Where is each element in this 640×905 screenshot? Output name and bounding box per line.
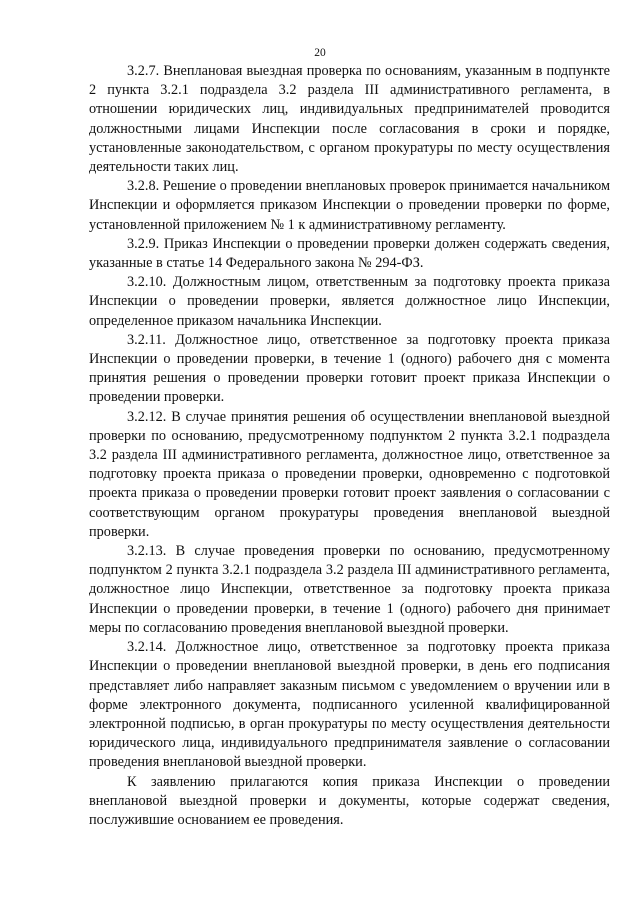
paragraph-3-2-13: 3.2.13. В случае проведения проверки по основанию, предусмотренному подпунктом 2 пункта 3.2.1 подраздела 3.2 раздела III административного регламента, должностное лицо Инспекции, ответственное за подготовку проекта приказа Инспекции о проведении проверки, в течение 1 (одного) рабочего дня принимает меры по согласованию проведения внеплановой выездной проверки.	[89, 543, 610, 636]
paragraph-3-2-8: 3.2.8. Решение о проведении внеплановых проверок принимается начальником Инспекции и оформляется приказом Инспекции о проведении проверки по форме, установленной приложением № 1 к административному регламенту.	[89, 178, 610, 233]
document-body	[89, 62, 610, 830]
paragraph-3-2-12: 3.2.12. В случае принятия решения об осуществлении внеплановой выездной проверки по основанию, предусмотренному подпунктом 2 пункта 3.2.1 подраздела 3.2 раздела III административного регламента, должностное лицо, ответственное за подготовку проекта приказа о проведении проверки, одновременно с подготовкой проекта приказа о проведении проверки готовит проект заявления о согласовании с соответствующим органом прокуратуры проведения внеплановой выездной проверки.	[89, 408, 610, 540]
paragraph-3-2-9: 3.2.9. Приказ Инспекции о проведении проверки должен содержать сведения, указанные в статье 14 Федерального закона № 294-ФЗ.	[89, 235, 610, 272]
page-number: 20	[314, 47, 326, 59]
paragraph-attachments: К заявлению прилагаются копия приказа Инспекции о проведении внеплановой выездной проверки и документы, которые содержат сведения, послужившие основанием ее проведения.	[89, 773, 610, 828]
paragraph-3-2-14: 3.2.14. Должностное лицо, ответственное за подготовку проекта приказа Инспекции о проведении внеплановой выездной проверки, в день его подписания представляет либо направляет заказным письмом с уведомлением о вручении или в форме электронного документа, подписанного усиленной квалифицированной электронной подписью, в орган прокуратуры по месту осуществления деятельности юридического лица, индивидуального предпринимателя заявление о согласовании проведения внеплановой выездной проверки.	[89, 639, 610, 771]
paragraph-3-2-10: 3.2.10. Должностным лицом, ответственным за подготовку проекта приказа Инспекции о проведении проверки, является должностное лицо Инспекции, определенное приказом начальника Инспекции.	[89, 274, 610, 329]
paragraph-3-2-11: 3.2.11. Должностное лицо, ответственное за подготовку проекта приказа Инспекции о проведении проверки, в течение 1 (одного) рабочего дня с момента принятия решения о проведении проверки готовит проект приказа Инспекции о проведении проверки.	[89, 331, 610, 406]
paragraph-3-2-7: 3.2.7. Внеплановая выездная проверка по основаниям, указанным в подпункте 2 пункта 3.2.1 подраздела 3.2 раздела III административного регламента, в отношении юридических лиц, индивидуальных предпринимателей проводится должностными лицами Инспекции после согласования в сроки и порядке, установленные законодательством, с органом прокуратуры по месту осуществления деятельности таких лиц.	[89, 63, 610, 176]
